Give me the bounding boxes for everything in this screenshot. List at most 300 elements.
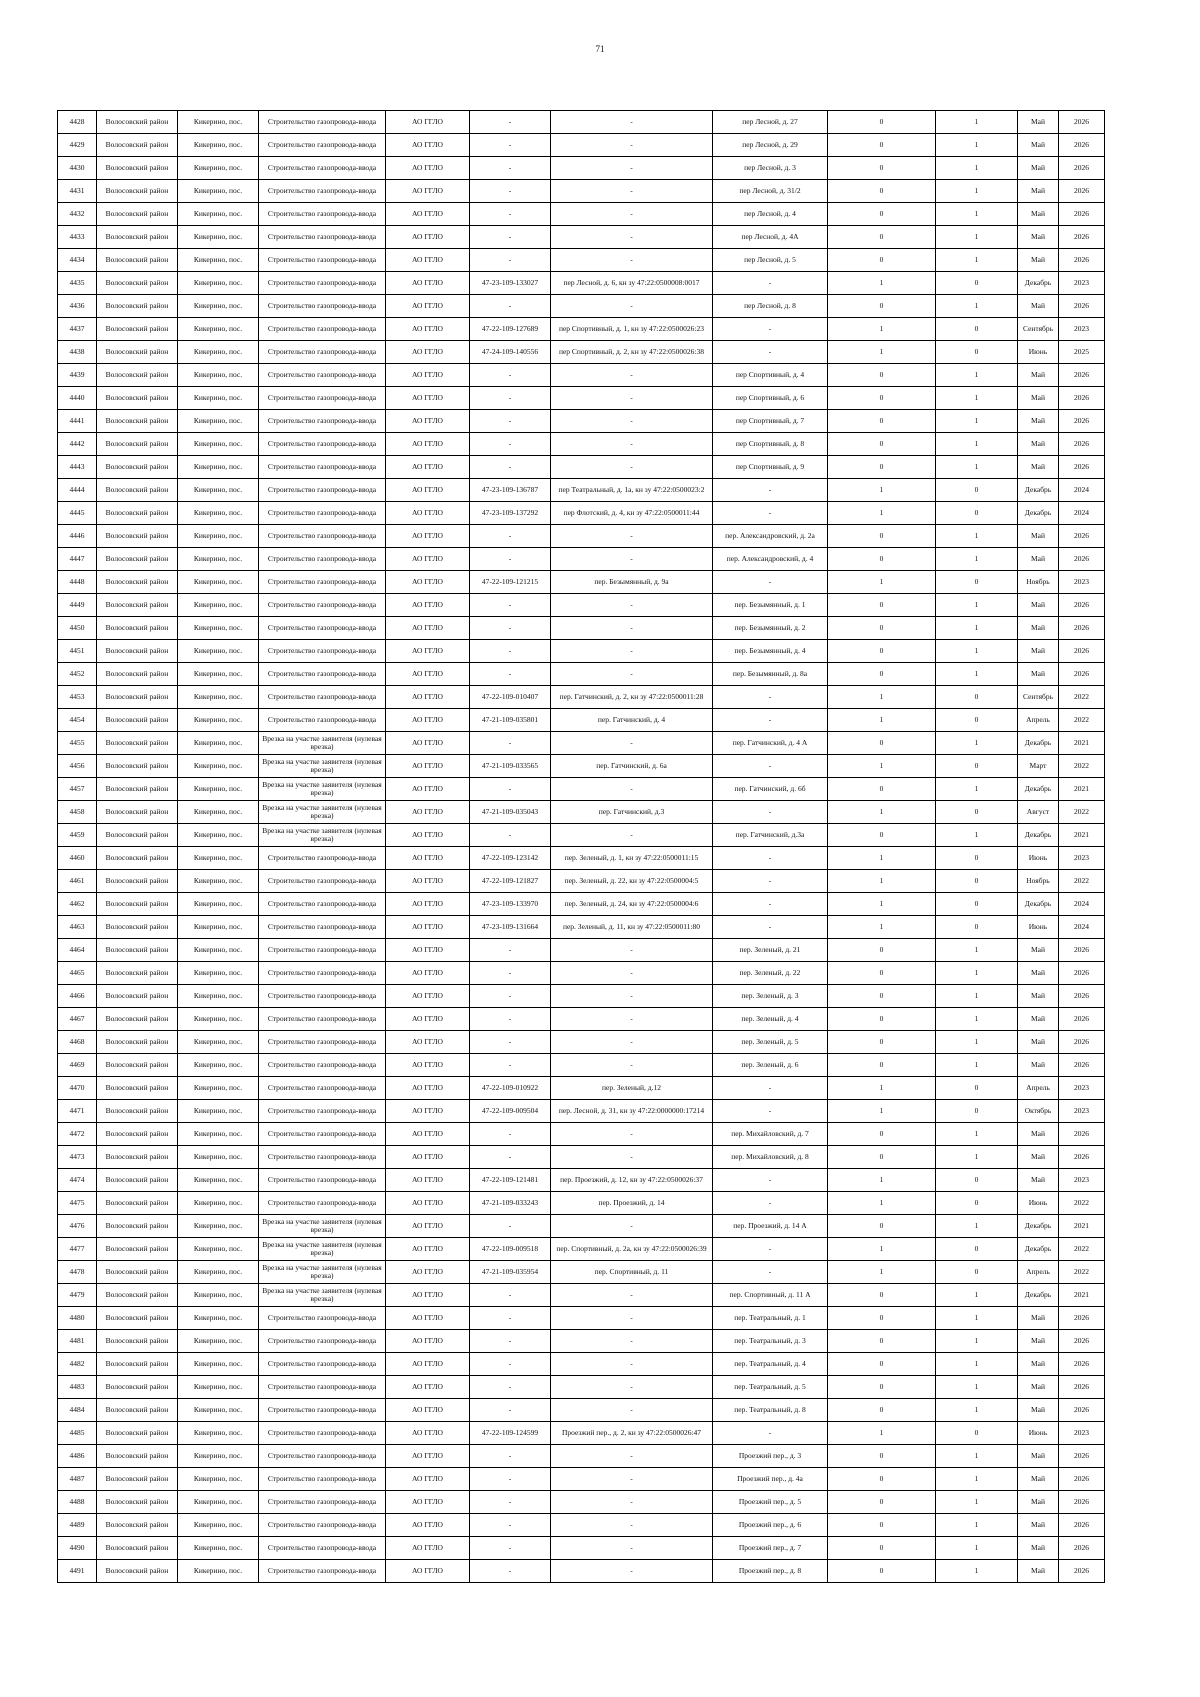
work-type-cell: Врезка на участке заявителя (нулевая врезка) [259,824,386,847]
row-number: 4472 [58,1123,97,1146]
work-type-cell: Строительство газопровода-ввода [259,1330,386,1353]
work-type-cell: Строительство газопровода-ввода [259,1077,386,1100]
row-number: 4468 [58,1031,97,1054]
year-cell: 2026 [1059,1353,1105,1376]
application-number-cell: - [470,778,551,801]
application-number-cell: 47-23-109-137292 [470,502,551,525]
year-cell: 2026 [1059,1468,1105,1491]
application-number-cell: 47-21-109-033565 [470,755,551,778]
month-cell: Апрель [1018,1077,1059,1100]
work-type-cell: Строительство газопровода-ввода [259,1399,386,1422]
address-with-cadastral-cell: - [551,640,713,663]
organization-cell: АО ГГЛО [386,341,470,364]
year-cell: 2026 [1059,1399,1105,1422]
value-a-cell: 1 [828,341,936,364]
organization-cell: АО ГГЛО [386,134,470,157]
month-cell: Май [1018,617,1059,640]
address-cell: пер Лесной, д. 3 [713,157,828,180]
address-with-cadastral-cell: - [551,1376,713,1399]
district-cell: Волосовский район [97,1054,178,1077]
organization-cell: АО ГГЛО [386,916,470,939]
month-cell: Май [1018,1399,1059,1422]
address-cell: - [713,1238,828,1261]
address-cell: пер Лесной, д. 5 [713,249,828,272]
row-number: 4490 [58,1537,97,1560]
value-b-cell: 1 [936,1491,1018,1514]
month-cell: Декабрь [1018,778,1059,801]
organization-cell: АО ГГЛО [386,778,470,801]
month-cell: Май [1018,433,1059,456]
address-with-cadastral-cell: - [551,1491,713,1514]
district-cell: Волосовский район [97,663,178,686]
row-number: 4448 [58,571,97,594]
locality-cell: Кикерино, пос. [178,847,259,870]
month-cell: Май [1018,111,1059,134]
work-type-cell: Строительство газопровода-ввода [259,571,386,594]
table-row [58,364,1105,387]
locality-cell: Кикерино, пос. [178,1330,259,1353]
locality-cell: Кикерино, пос. [178,295,259,318]
locality-cell: Кикерино, пос. [178,640,259,663]
work-type-cell: Строительство газопровода-ввода [259,985,386,1008]
value-b-cell: 1 [936,249,1018,272]
application-number-cell: - [470,732,551,755]
row-number: 4444 [58,479,97,502]
month-cell: Июнь [1018,916,1059,939]
value-b-cell: 0 [936,709,1018,732]
year-cell: 2022 [1059,755,1105,778]
district-cell: Волосовский район [97,1146,178,1169]
table-row [58,594,1105,617]
locality-cell: Кикерино, пос. [178,1077,259,1100]
work-type-cell: Строительство газопровода-ввода [259,640,386,663]
district-cell: Волосовский район [97,709,178,732]
address-with-cadastral-cell: - [551,1399,713,1422]
district-cell: Волосовский район [97,180,178,203]
address-with-cadastral-cell: - [551,1054,713,1077]
locality-cell: Кикерино, пос. [178,548,259,571]
value-a-cell: 1 [828,1238,936,1261]
value-a-cell: 0 [828,433,936,456]
district-cell: Волосовский район [97,502,178,525]
address-with-cadastral-cell: пер. Спортивный, д. 11 [551,1261,713,1284]
address-with-cadastral-cell: - [551,778,713,801]
value-a-cell: 0 [828,824,936,847]
row-number: 4459 [58,824,97,847]
month-cell: Май [1018,456,1059,479]
year-cell: 2026 [1059,939,1105,962]
row-number: 4485 [58,1422,97,1445]
application-number-cell: 47-21-109-035043 [470,801,551,824]
work-type-cell: Строительство газопровода-ввода [259,1353,386,1376]
table-row [58,295,1105,318]
row-number: 4443 [58,456,97,479]
organization-cell: АО ГГЛО [386,640,470,663]
value-a-cell: 1 [828,847,936,870]
district-cell: Волосовский район [97,341,178,364]
table-body [58,111,1105,1583]
value-b-cell: 1 [936,1560,1018,1583]
row-number: 4473 [58,1146,97,1169]
value-a-cell: 0 [828,134,936,157]
year-cell: 2023 [1059,272,1105,295]
table-row [58,1491,1105,1514]
address-cell: - [713,341,828,364]
row-number: 4477 [58,1238,97,1261]
address-cell: пер. Безымянный, д. 4 [713,640,828,663]
value-a-cell: 0 [828,1146,936,1169]
month-cell: Октябрь [1018,1100,1059,1123]
value-b-cell: 1 [936,1537,1018,1560]
address-with-cadastral-cell: - [551,548,713,571]
month-cell: Май [1018,663,1059,686]
address-cell: пер. Зеленый, д. 3 [713,985,828,1008]
row-number: 4488 [58,1491,97,1514]
work-type-cell: Строительство газопровода-ввода [259,341,386,364]
value-a-cell: 1 [828,272,936,295]
month-cell: Декабрь [1018,502,1059,525]
address-cell: пер. Театральный, д. 4 [713,1353,828,1376]
work-type-cell: Врезка на участке заявителя (нулевая врезка) [259,1215,386,1238]
district-cell: Волосовский район [97,1353,178,1376]
value-a-cell: 0 [828,962,936,985]
month-cell: Май [1018,1376,1059,1399]
month-cell: Май [1018,249,1059,272]
address-with-cadastral-cell: - [551,1284,713,1307]
year-cell: 2022 [1059,686,1105,709]
row-number: 4433 [58,226,97,249]
row-number: 4470 [58,1077,97,1100]
row-number: 4478 [58,1261,97,1284]
district-cell: Волосовский район [97,1307,178,1330]
table-row [58,180,1105,203]
row-number: 4431 [58,180,97,203]
row-number: 4456 [58,755,97,778]
year-cell: 2026 [1059,157,1105,180]
year-cell: 2026 [1059,1537,1105,1560]
value-a-cell: 1 [828,502,936,525]
value-a-cell: 1 [828,479,936,502]
year-cell: 2024 [1059,502,1105,525]
address-cell: - [713,479,828,502]
district-cell: Волосовский район [97,479,178,502]
work-type-cell: Строительство газопровода-ввода [259,686,386,709]
organization-cell: АО ГГЛО [386,1054,470,1077]
district-cell: Волосовский район [97,111,178,134]
row-number: 4486 [58,1445,97,1468]
organization-cell: АО ГГЛО [386,433,470,456]
month-cell: Май [1018,1537,1059,1560]
application-number-cell: - [470,249,551,272]
year-cell: 2022 [1059,709,1105,732]
work-type-cell: Строительство газопровода-ввода [259,939,386,962]
address-cell: - [713,893,828,916]
organization-cell: АО ГГЛО [386,870,470,893]
work-type-cell: Строительство газопровода-ввода [259,157,386,180]
month-cell: Май [1018,548,1059,571]
table-row [58,111,1105,134]
value-a-cell: 0 [828,180,936,203]
address-with-cadastral-cell: пер. Гатчинский, д. 6а [551,755,713,778]
value-a-cell: 1 [828,1077,936,1100]
work-type-cell: Врезка на участке заявителя (нулевая врезка) [259,732,386,755]
address-cell: пер. Театральный, д. 5 [713,1376,828,1399]
value-a-cell: 1 [828,318,936,341]
locality-cell: Кикерино, пос. [178,134,259,157]
table-row [58,893,1105,916]
table-row [58,525,1105,548]
address-with-cadastral-cell: - [551,962,713,985]
table-row [58,663,1105,686]
value-a-cell: 0 [828,1468,936,1491]
address-with-cadastral-cell: пер Театральный, д. 1а, кн зу 47:22:0500023:2 [551,479,713,502]
table-row [58,203,1105,226]
month-cell: Май [1018,525,1059,548]
month-cell: Декабрь [1018,479,1059,502]
year-cell: 2023 [1059,847,1105,870]
organization-cell: АО ГГЛО [386,387,470,410]
application-number-cell: - [470,180,551,203]
value-a-cell: 0 [828,1560,936,1583]
address-cell: пер. Театральный, д. 3 [713,1330,828,1353]
value-a-cell: 1 [828,1169,936,1192]
district-cell: Волосовский район [97,525,178,548]
district-cell: Волосовский район [97,1215,178,1238]
address-with-cadastral-cell: - [551,1031,713,1054]
address-cell: Проезжий пер., д. 8 [713,1560,828,1583]
address-cell: - [713,709,828,732]
application-number-cell: - [470,548,551,571]
value-a-cell: 0 [828,1514,936,1537]
address-cell: пер Лесной, д. 29 [713,134,828,157]
application-number-cell: - [470,157,551,180]
locality-cell: Кикерино, пос. [178,939,259,962]
value-b-cell: 1 [936,433,1018,456]
row-number: 4447 [58,548,97,571]
table-row [58,1123,1105,1146]
work-type-cell: Строительство газопровода-ввода [259,111,386,134]
value-b-cell: 1 [936,1284,1018,1307]
value-b-cell: 1 [936,824,1018,847]
table-row [58,870,1105,893]
address-cell: Проезжий пер., д. 6 [713,1514,828,1537]
work-type-cell: Строительство газопровода-ввода [259,916,386,939]
year-cell: 2026 [1059,433,1105,456]
address-with-cadastral-cell: пер. Гатчинский, д. 2, кн зу 47:22:0500011:28 [551,686,713,709]
work-type-cell: Строительство газопровода-ввода [259,1537,386,1560]
address-cell: пер. Александровский, д. 4 [713,548,828,571]
row-number: 4489 [58,1514,97,1537]
row-number: 4474 [58,1169,97,1192]
year-cell: 2022 [1059,870,1105,893]
work-type-cell: Строительство газопровода-ввода [259,479,386,502]
work-type-cell: Строительство газопровода-ввода [259,709,386,732]
year-cell: 2026 [1059,249,1105,272]
month-cell: Декабрь [1018,732,1059,755]
month-cell: Май [1018,985,1059,1008]
work-type-cell: Строительство газопровода-ввода [259,433,386,456]
work-type-cell: Строительство газопровода-ввода [259,1376,386,1399]
application-number-cell: - [470,1123,551,1146]
year-cell: 2026 [1059,226,1105,249]
value-b-cell: 1 [936,1468,1018,1491]
district-cell: Волосовский район [97,824,178,847]
address-with-cadastral-cell: - [551,295,713,318]
address-cell: пер. Проезжий, д. 14 А [713,1215,828,1238]
locality-cell: Кикерино, пос. [178,341,259,364]
address-cell: - [713,1100,828,1123]
row-number: 4428 [58,111,97,134]
address-cell: - [713,1422,828,1445]
value-a-cell: 0 [828,594,936,617]
address-with-cadastral-cell: пер. Гатчинский, д. 4 [551,709,713,732]
address-cell: пер. Гатчинский, д. 6б [713,778,828,801]
work-type-cell: Строительство газопровода-ввода [259,1445,386,1468]
locality-cell: Кикерино, пос. [178,157,259,180]
organization-cell: АО ГГЛО [386,1215,470,1238]
work-type-cell: Строительство газопровода-ввода [259,1192,386,1215]
table-row [58,1077,1105,1100]
value-b-cell: 0 [936,1422,1018,1445]
district-cell: Волосовский район [97,1491,178,1514]
work-type-cell: Строительство газопровода-ввода [259,410,386,433]
month-cell: Май [1018,364,1059,387]
locality-cell: Кикерино, пос. [178,1468,259,1491]
value-a-cell: 0 [828,387,936,410]
year-cell: 2026 [1059,525,1105,548]
district-cell: Волосовский район [97,847,178,870]
row-number: 4449 [58,594,97,617]
organization-cell: АО ГГЛО [386,824,470,847]
table-row [58,1422,1105,1445]
month-cell: Май [1018,1491,1059,1514]
month-cell: Май [1018,1468,1059,1491]
application-number-cell: 47-23-109-133027 [470,272,551,295]
year-cell: 2026 [1059,640,1105,663]
row-number: 4438 [58,341,97,364]
address-with-cadastral-cell: пер. Зеленый, д.12 [551,1077,713,1100]
address-with-cadastral-cell: - [551,1123,713,1146]
table-row [58,1307,1105,1330]
row-number: 4446 [58,525,97,548]
month-cell: Май [1018,1169,1059,1192]
table-row [58,939,1105,962]
row-number: 4461 [58,870,97,893]
locality-cell: Кикерино, пос. [178,663,259,686]
value-a-cell: 0 [828,617,936,640]
year-cell: 2026 [1059,1054,1105,1077]
organization-cell: АО ГГЛО [386,111,470,134]
address-cell: пер. Михайловский, д. 8 [713,1146,828,1169]
locality-cell: Кикерино, пос. [178,318,259,341]
table-row [58,824,1105,847]
organization-cell: АО ГГЛО [386,755,470,778]
locality-cell: Кикерино, пос. [178,617,259,640]
month-cell: Ноябрь [1018,870,1059,893]
address-with-cadastral-cell: - [551,1445,713,1468]
district-cell: Волосовский район [97,410,178,433]
row-number: 4491 [58,1560,97,1583]
month-cell: Май [1018,962,1059,985]
work-type-cell: Строительство газопровода-ввода [259,893,386,916]
value-a-cell: 0 [828,732,936,755]
table-row [58,433,1105,456]
application-number-cell: 47-22-109-127689 [470,318,551,341]
organization-cell: АО ГГЛО [386,1192,470,1215]
year-cell: 2026 [1059,180,1105,203]
value-b-cell: 0 [936,1100,1018,1123]
year-cell: 2024 [1059,479,1105,502]
value-b-cell: 0 [936,686,1018,709]
value-a-cell: 1 [828,755,936,778]
application-number-cell: - [470,1008,551,1031]
work-type-cell: Строительство газопровода-ввода [259,1169,386,1192]
row-number: 4464 [58,939,97,962]
application-number-cell: 47-22-109-009518 [470,1238,551,1261]
table-row [58,226,1105,249]
row-number: 4476 [58,1215,97,1238]
month-cell: Май [1018,226,1059,249]
value-a-cell: 0 [828,1491,936,1514]
district-cell: Волосовский район [97,870,178,893]
address-cell: пер Лесной, д. 4А [713,226,828,249]
table-row [58,1192,1105,1215]
district-cell: Волосовский район [97,456,178,479]
district-cell: Волосовский район [97,686,178,709]
application-number-cell: - [470,1215,551,1238]
value-a-cell: 0 [828,548,936,571]
year-cell: 2022 [1059,801,1105,824]
row-number: 4453 [58,686,97,709]
address-cell: пер Спортивный, д. 7 [713,410,828,433]
address-with-cadastral-cell: - [551,594,713,617]
month-cell: Июнь [1018,1422,1059,1445]
table-row [58,1560,1105,1583]
address-with-cadastral-cell: пер. Зеленый, д. 1, кн зу 47:22:0500011:15 [551,847,713,870]
locality-cell: Кикерино, пос. [178,962,259,985]
address-cell: пер Лесной, д. 31/2 [713,180,828,203]
row-number: 4430 [58,157,97,180]
district-cell: Волосовский район [97,985,178,1008]
table-row [58,157,1105,180]
value-b-cell: 1 [936,525,1018,548]
locality-cell: Кикерино, пос. [178,1284,259,1307]
work-type-cell: Строительство газопровода-ввода [259,1491,386,1514]
value-a-cell: 0 [828,1123,936,1146]
value-b-cell: 1 [936,778,1018,801]
value-b-cell: 1 [936,134,1018,157]
month-cell: Май [1018,1353,1059,1376]
address-with-cadastral-cell: - [551,617,713,640]
value-a-cell: 0 [828,249,936,272]
locality-cell: Кикерино, пос. [178,985,259,1008]
work-type-cell: Врезка на участке заявителя (нулевая врезка) [259,755,386,778]
value-a-cell: 0 [828,1054,936,1077]
row-number: 4435 [58,272,97,295]
table-row [58,1031,1105,1054]
year-cell: 2026 [1059,1445,1105,1468]
organization-cell: АО ГГЛО [386,180,470,203]
organization-cell: АО ГГЛО [386,318,470,341]
row-number: 4466 [58,985,97,1008]
locality-cell: Кикерино, пос. [178,1399,259,1422]
year-cell: 2026 [1059,1514,1105,1537]
work-type-cell: Врезка на участке заявителя (нулевая врезка) [259,1284,386,1307]
row-number: 4436 [58,295,97,318]
organization-cell: АО ГГЛО [386,548,470,571]
value-a-cell: 0 [828,1445,936,1468]
value-b-cell: 0 [936,341,1018,364]
